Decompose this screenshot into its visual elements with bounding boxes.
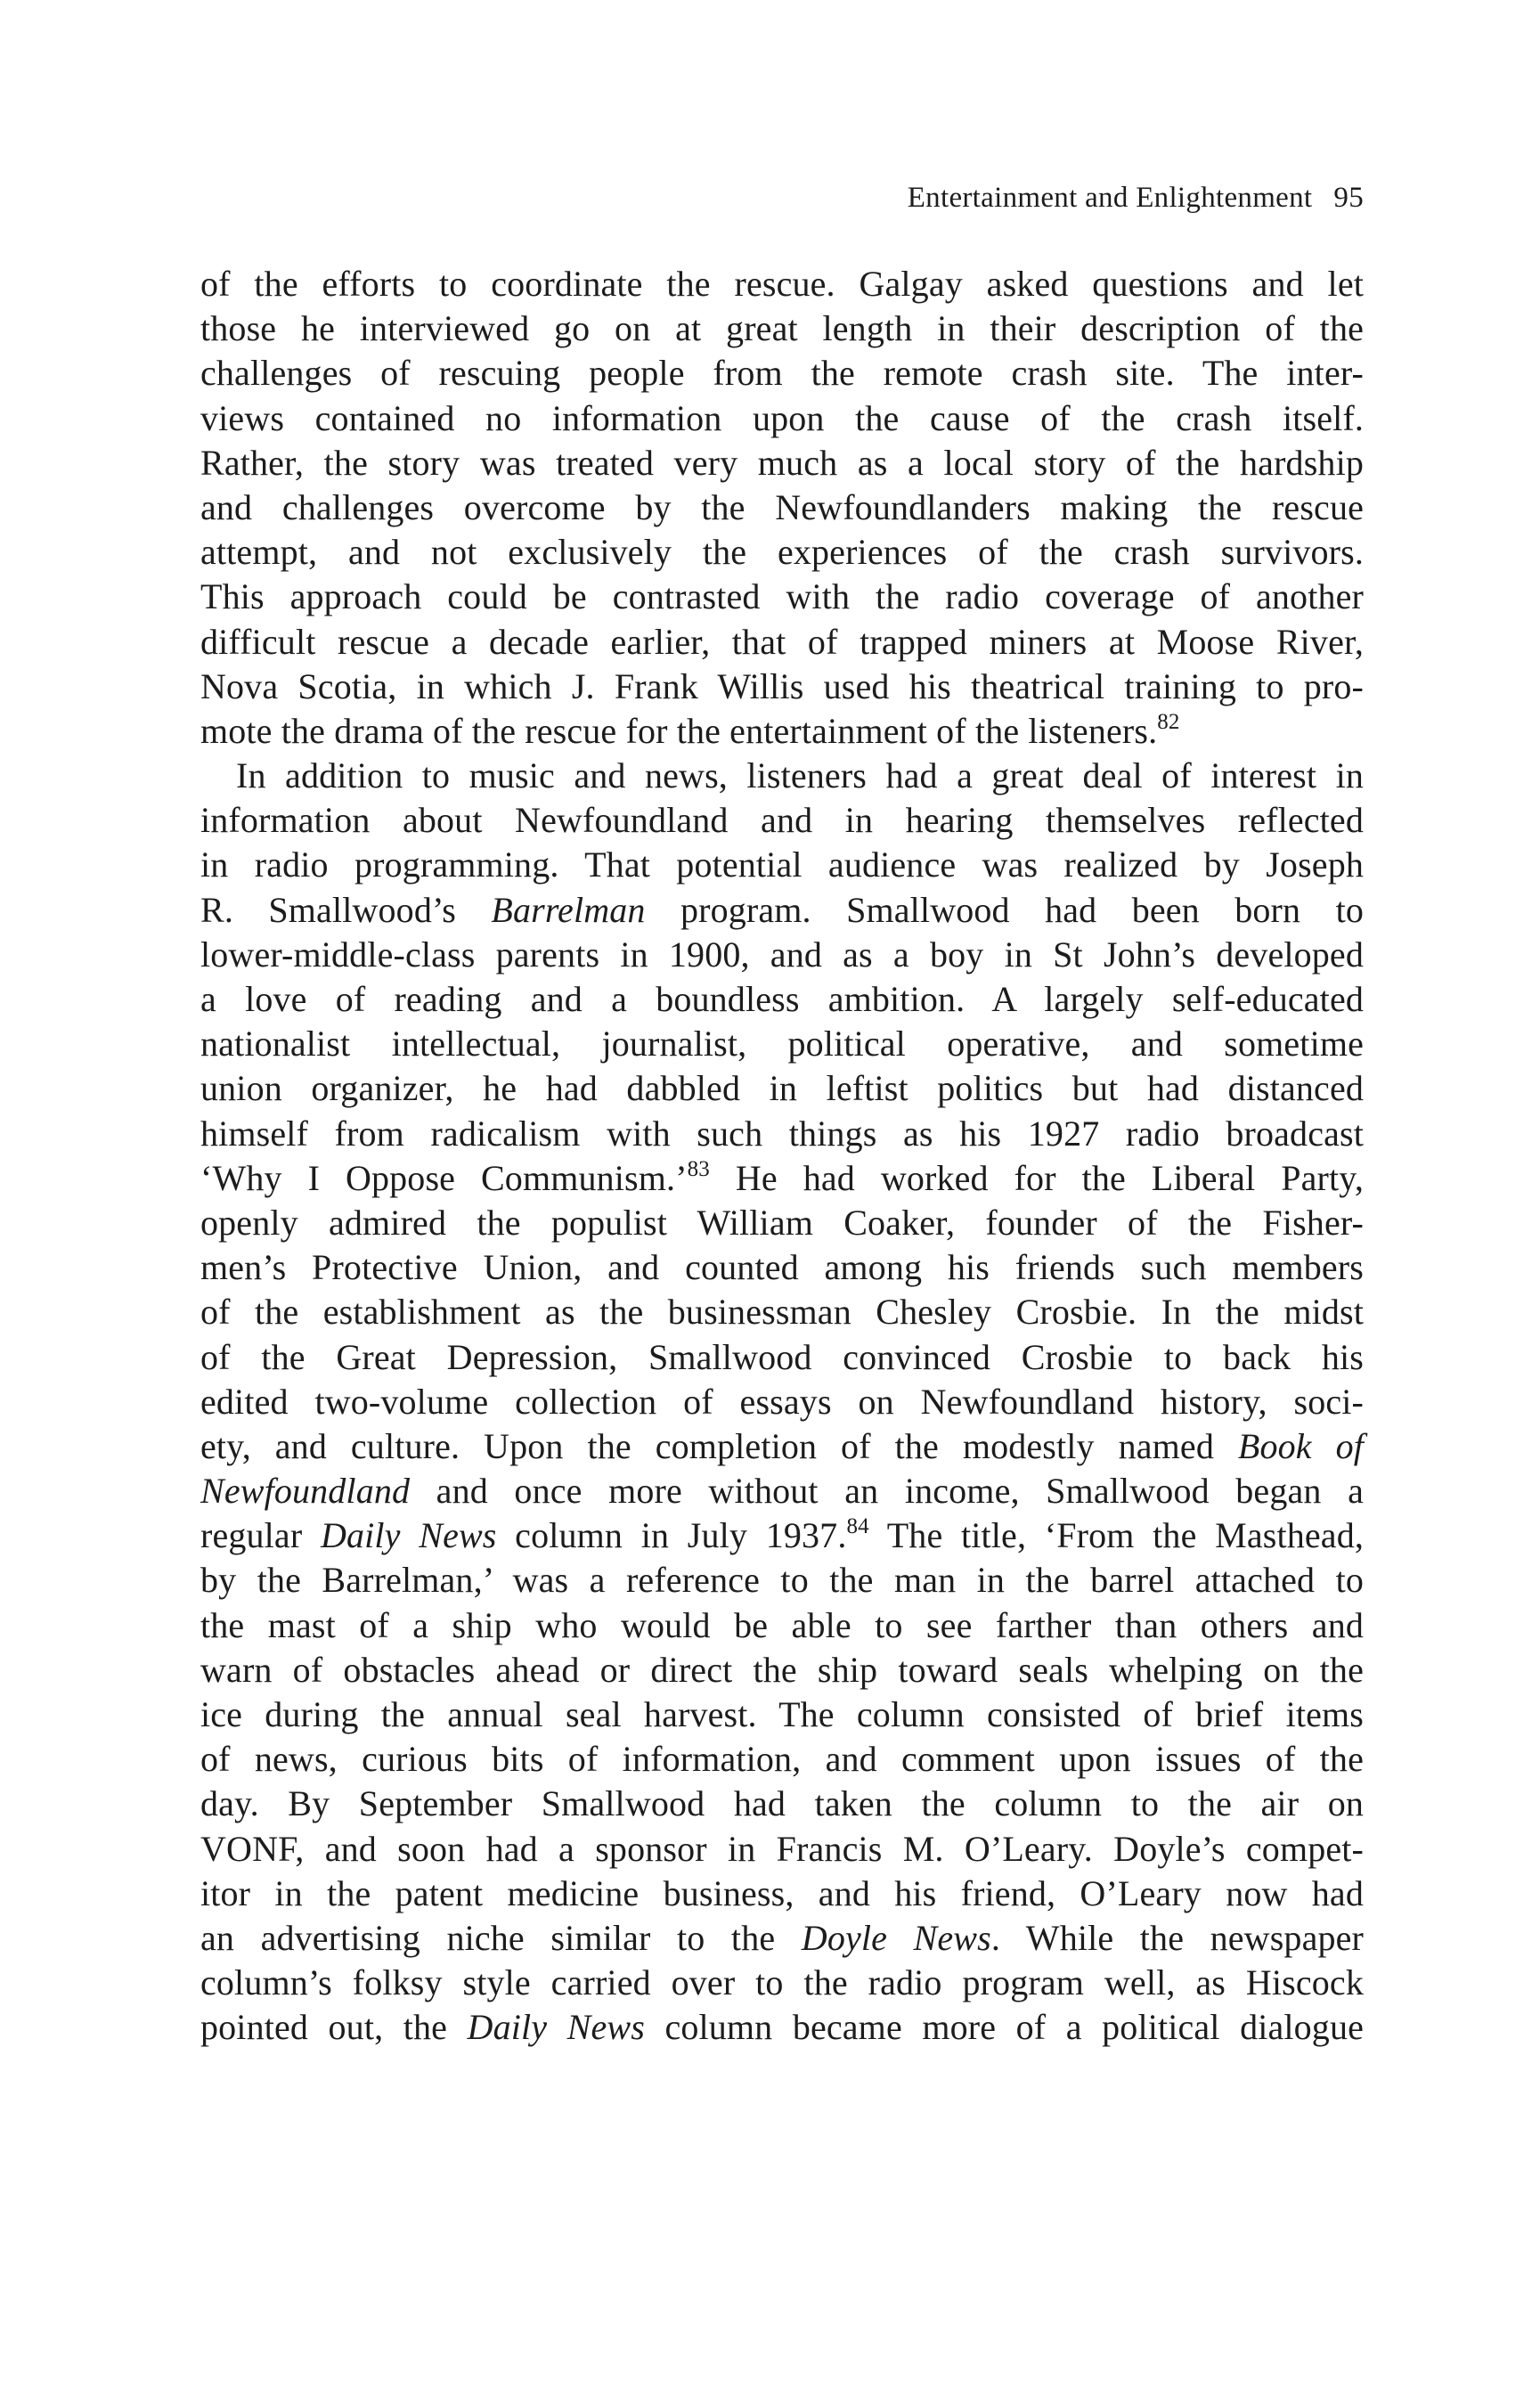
text-line bbox=[200, 1424, 1364, 1469]
footnote-ref: 84 bbox=[846, 1514, 869, 1539]
running-head-title: Entertainment and Enlightenment bbox=[907, 182, 1313, 214]
text-line bbox=[200, 2005, 1364, 2050]
text-line: Rather, the story was treated very much as a local story of the hardship bbox=[200, 442, 1364, 483]
text-line bbox=[200, 709, 1364, 754]
text-line: the mast of a ship who would be able to see farther than others and bbox=[200, 1604, 1364, 1645]
text-line: those he interviewed go on at great length in their description of the bbox=[200, 308, 1364, 349]
text-segment: and once more without an income, Smallwood began a bbox=[410, 1471, 1364, 1512]
running-head bbox=[200, 178, 1364, 217]
text-line: difficult rescue a decade earlier, that of trapped miners at Moose River, bbox=[200, 621, 1364, 662]
text-segment: regular bbox=[200, 1515, 321, 1556]
page-number: 95 bbox=[1333, 182, 1364, 214]
text-segment: mote the drama of the rescue for the entertainment of the listeners. bbox=[200, 710, 1158, 751]
text-line: day. By September Smallwood had taken the column to the air on bbox=[200, 1783, 1364, 1824]
italic-title: Book of bbox=[1237, 1425, 1364, 1466]
text-line: In addition to music and news, listeners had a great deal of interest in bbox=[236, 755, 1364, 796]
text-segment: an advertising niche similar to the bbox=[200, 1917, 802, 1958]
text-line: itor in the patent medicine business, and his friend, O’Leary now had bbox=[200, 1872, 1364, 1913]
text-segment: program. Smallwood had been born to bbox=[645, 889, 1364, 930]
italic-title: Newfoundland bbox=[200, 1471, 411, 1512]
text-segment: column became more of a political dialogue bbox=[644, 2007, 1364, 2048]
text-line: by the Barrelman,’ was a reference to the man in the barrel attached to bbox=[200, 1560, 1364, 1601]
text-segment: ety, and culture. Upon the completion of the modestly named bbox=[200, 1425, 1238, 1466]
text-line bbox=[200, 1469, 1364, 1513]
text-segment: The title, ‘From the Masthead, bbox=[868, 1515, 1364, 1556]
text-line: nationalist intellectual, journalist, political operative, and sometime bbox=[200, 1024, 1364, 1064]
footnote-ref: 83 bbox=[687, 1156, 710, 1181]
text-line: information about Newfoundland and in hearing themselves reflected bbox=[200, 800, 1364, 841]
text-line bbox=[200, 1156, 1364, 1201]
italic-title: Doyle News bbox=[801, 1917, 991, 1958]
italic-title: Barrelman bbox=[491, 889, 646, 930]
text-line: warn of obstacles ahead or direct the ship toward seals whelping on the bbox=[200, 1649, 1364, 1690]
text-line bbox=[200, 1916, 1364, 1961]
text-line: edited two-volume collection of essays on Newfoundland history, soci- bbox=[200, 1381, 1364, 1422]
text-segment: pointed out, the bbox=[200, 2007, 468, 2048]
text-line bbox=[200, 888, 1364, 933]
text-line: of news, curious bits of information, and comment upon issues of the bbox=[200, 1739, 1364, 1780]
text-line: Nova Scotia, in which J. Frank Willis used his theatrical training to pro- bbox=[200, 665, 1364, 706]
text-line: This approach could be contrasted with the radio coverage of another bbox=[200, 576, 1364, 617]
text-line: of the efforts to coordinate the rescue. Galgay asked questions and let bbox=[200, 264, 1364, 304]
text-line: in radio programming. That potential audience was realized by Joseph bbox=[200, 844, 1364, 885]
text-line: challenges of rescuing people from the remote crash site. The inter- bbox=[200, 353, 1364, 394]
text-line: of the establishment as the businessman Chesley Crosbie. In the midst bbox=[200, 1292, 1364, 1333]
text-line bbox=[200, 1513, 1364, 1558]
text-line: union organizer, he had dabbled in leftist politics but had distanced bbox=[200, 1068, 1364, 1109]
text-segment: He had worked for the Liberal Party, bbox=[709, 1157, 1364, 1198]
text-segment: column in July 1937. bbox=[496, 1515, 847, 1556]
text-line: men’s Protective Union, and counted among his friends such members bbox=[200, 1247, 1364, 1288]
text-line: ice during the annual seal harvest. The column consisted of brief items bbox=[200, 1694, 1364, 1734]
text-line: and challenges overcome by the Newfoundlanders making the rescue bbox=[200, 486, 1364, 527]
italic-title: Daily News bbox=[467, 2007, 645, 2048]
text-segment: ‘Why I Oppose Communism.’ bbox=[200, 1157, 688, 1198]
text-line: openly admired the populist William Coaker, founder of the Fisher- bbox=[200, 1202, 1364, 1243]
text-segment: R. Smallwood’s bbox=[200, 889, 492, 930]
text-line: attempt, and not exclusively the experiences of the crash survivors. bbox=[200, 532, 1364, 573]
body-text bbox=[200, 262, 1364, 2051]
footnote-ref: 82 bbox=[1157, 709, 1180, 734]
text-line: of the Great Depression, Smallwood convinced Crosbie to back his bbox=[200, 1336, 1364, 1377]
text-line: column’s folksy style carried over to the radio program well, as Hiscock bbox=[200, 1962, 1364, 2003]
text-segment: . While the newspaper bbox=[990, 1917, 1364, 1958]
text-line: a love of reading and a boundless ambition. A largely self-educated bbox=[200, 979, 1364, 1019]
text-line: views contained no information upon the cause of the crash itself. bbox=[200, 397, 1364, 438]
italic-title: Daily News bbox=[320, 1515, 497, 1556]
text-line: lower-middle-class parents in 1900, and as a boy in St John’s developed bbox=[200, 934, 1364, 975]
text-line: himself from radicalism with such things as his 1927 radio broadcast bbox=[200, 1113, 1364, 1154]
text-line: VONF, and soon had a sponsor in Francis M. O’Leary. Doyle’s compet- bbox=[200, 1828, 1364, 1869]
